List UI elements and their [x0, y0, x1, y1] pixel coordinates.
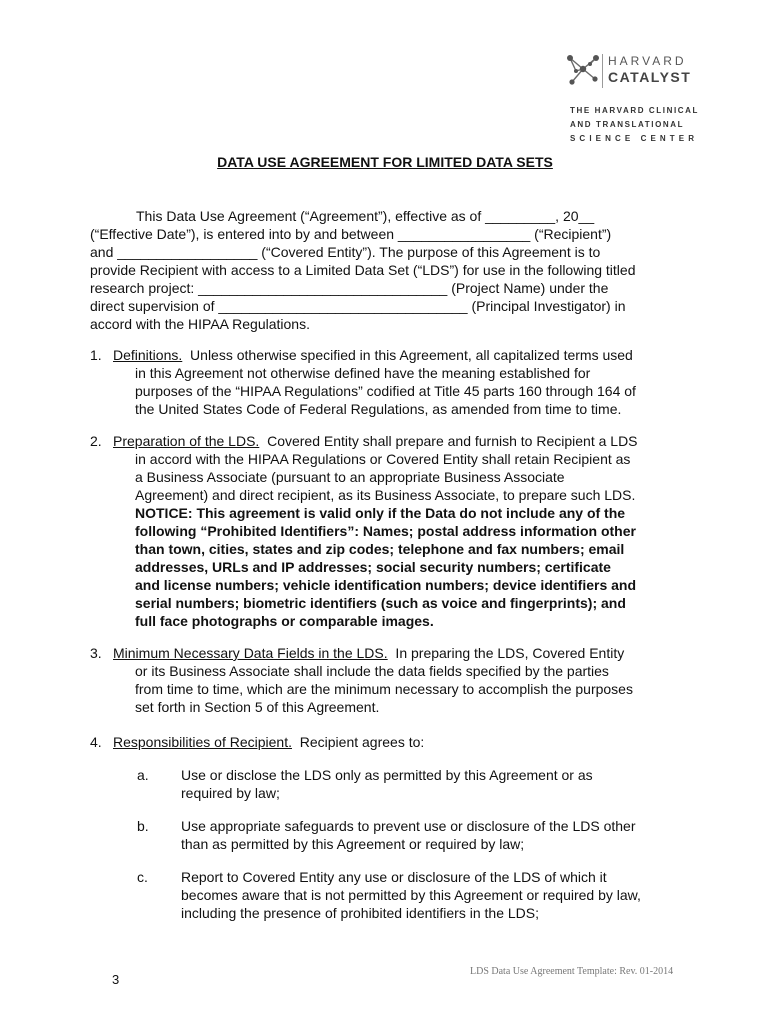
intro-line: direct supervision of ________________________________ (Principal Investigator) in — [90, 298, 626, 314]
notice-line: full face photographs or comparable images. — [135, 613, 434, 629]
notice-line: serial numbers; biometric identifiers (such as voice and fingerprints); and — [135, 595, 626, 611]
section-text: Unless otherwise specified in this Agreement, all capitalized terms used — [182, 347, 633, 363]
center-name-line-2: AND TRANSLATIONAL — [570, 120, 685, 129]
subitem-letter: b. — [137, 818, 149, 834]
section-line: in accord with the HIPAA Regulations or Covered Entity shall retain Recipient as — [135, 451, 631, 467]
notice-line: following “Prohibited Identifiers”: Names; postal address information other — [135, 523, 636, 539]
notice-line: and license numbers; vehicle identification numbers; device identifiers and — [135, 577, 637, 593]
section-number: 2. — [90, 433, 102, 449]
subitem-letter: c. — [137, 869, 148, 885]
subitem-letter: a. — [137, 767, 149, 783]
subitem-line: Use appropriate safeguards to prevent use or disclosure of the LDS other — [181, 818, 636, 834]
subitem-line: including the presence of prohibited identifiers in the LDS; — [181, 905, 539, 921]
subitem-line: Report to Covered Entity any use or disclosure of the LDS of which it — [181, 869, 607, 885]
subitem-line: Use or disclose the LDS only as permitted by this Agreement or as — [181, 767, 593, 783]
subitem-line: than as permitted by this Agreement or required by law; — [181, 836, 525, 852]
section-responsibilities — [90, 733, 690, 751]
revision-footer: LDS Data Use Agreement Template: Rev. 01-2014 — [470, 966, 674, 977]
section-heading: Minimum Necessary Data Fields in the LDS. — [113, 645, 388, 661]
section-heading: Definitions. — [113, 347, 183, 363]
harvard-catalyst-logo — [566, 52, 706, 92]
section-heading: Preparation of the LDS. — [113, 433, 260, 449]
intro-line: accord with the HIPAA Regulations. — [90, 316, 310, 332]
notice-line: than town, cities, states and zip codes; telephone and fax numbers; email — [135, 541, 625, 557]
section-number: 4. — [90, 734, 102, 750]
section-line: a Business Associate (pursuant to an appropriate Business Associate — [135, 469, 565, 485]
section-line: purposes of the “HIPAA Regulations” codified at Title 45 parts 160 through 164 of — [135, 383, 636, 399]
intro-line: and __________________ (“Covered Entity”). The purpose of this Agreement is to — [90, 244, 601, 260]
catalyst-molecule-icon — [566, 52, 600, 88]
intro-line: research project: ________________________________ (Project Name) under the — [90, 280, 609, 296]
logo-catalyst-text: CATALYST — [608, 69, 692, 85]
section-definitions — [90, 346, 690, 418]
section-line: from time to time, which are the minimum necessary to accomplish the purposes — [135, 681, 633, 697]
section-preparation — [90, 432, 690, 630]
center-name-line-1: THE HARVARD CLINICAL — [570, 106, 700, 115]
section-line: Agreement) and direct recipient, as its Business Associate, to prepare such LDS. — [135, 487, 636, 503]
subitem-line: becomes aware that is not permitted by this Agreement or required by law, — [181, 887, 641, 903]
section-minimum-necessary — [90, 644, 690, 716]
page-number: 3 — [112, 972, 120, 987]
notice-line: NOTICE: This agreement is valid only if the Data do not include any of the — [135, 505, 626, 521]
intro-line: This Data Use Agreement (“Agreement”), effective as of _________, 20__ — [136, 208, 595, 224]
logo-harvard-text: HARVARD — [608, 54, 687, 68]
section-text: Recipient agrees to: — [291, 734, 425, 750]
document-title: DATA USE AGREEMENT FOR LIMITED DATA SETS — [217, 154, 553, 170]
intro-line: (“Effective Date”), is entered into by and between _________________ (“Recipient”) — [90, 226, 612, 242]
section-text: In preparing the LDS, Covered Entity — [387, 645, 625, 661]
section-heading: Responsibilities of Recipient. — [113, 734, 292, 750]
section-line: or its Business Associate shall include the data fields specified by the parties — [135, 663, 609, 679]
notice-line: addresses, URLs and IP addresses; social security numbers; certificate — [135, 559, 611, 575]
logo-divider — [602, 54, 603, 88]
section-number: 1. — [90, 347, 102, 363]
center-name-line-3: SCIENCE CENTER — [570, 134, 699, 143]
section-number: 3. — [90, 645, 102, 661]
section-line: set forth in Section 5 of this Agreement. — [135, 699, 380, 715]
intro-paragraph — [90, 207, 690, 333]
section-line: in this Agreement not otherwise defined have the meaning established for — [135, 365, 591, 381]
intro-line: provide Recipient with access to a Limited Data Set (“LDS”) for use in the following titled — [90, 262, 636, 278]
center-name — [570, 104, 699, 146]
section-line: the United States Code of Federal Regulations, as amended from time to time. — [135, 401, 622, 417]
subitem-line: required by law; — [181, 785, 280, 801]
section-text: Covered Entity shall prepare and furnish to Recipient a LDS — [259, 433, 638, 449]
